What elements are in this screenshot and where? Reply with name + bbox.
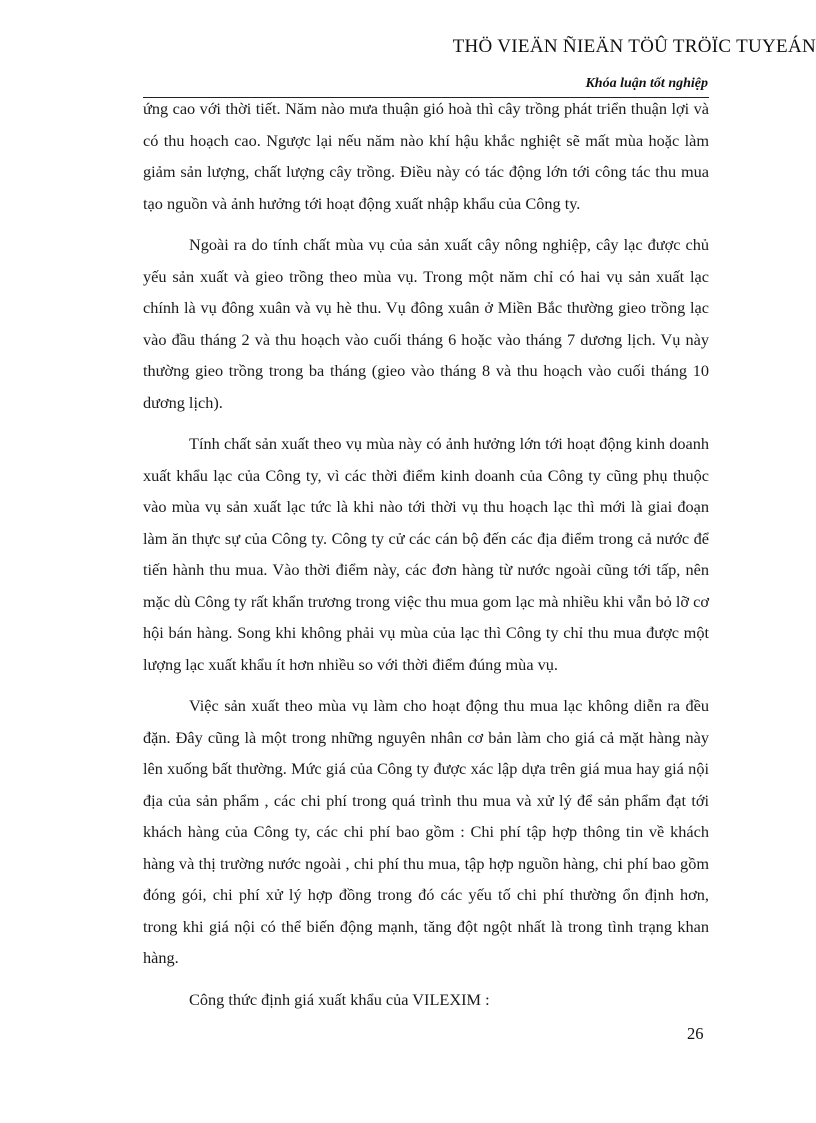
paragraph-pricing: Việc sản xuất theo mùa vụ làm cho hoạt động thu mua lạc không diễn ra đều đặn. Đây cũng là một trong những nguyên nhân cơ bản làm cho giá cả mặt hàng này lên xuống bất thường. Mức giá của Công ty được xác lập dựa trên giá mua hay giá nội địa của sản phẩm , các chi phí trong quá trình thu mua và xử lý để sản phẩm đạt tới khách hàng của Công ty, các chi phí bao gồm : Chi phí tập hợp thông tin về khách hàng và thị trường nước ngoài , chi phí thu mua, tập hợp nguồn hàng, chi phí bao gồm đóng gói, chi phí xử lý hợp đồng trong đó các yếu tố chi phí thường ổn định hơn, trong khi giá nội có thể biến động mạnh, tăng đột ngột nhất là trong tình trạng khan hàng. [143, 696, 709, 967]
page-number: 26 [687, 1024, 704, 1043]
paragraph-formula-intro: Công thức định giá xuất khẩu của VILEXIM : [189, 989, 490, 1009]
paragraph-business-impact: Tính chất sản xuất theo vụ mùa này có ảnh hưởng lớn tới hoạt động kinh doanh xuất khẩu lạc của Công ty, vì các thời điểm kinh doanh của Công ty cũng phụ thuộc vào mùa vụ sản xuất lạc tức là khi nào tới thời vụ thu hoạch lạc thì mới là giai đoạn làm ăn thực sự của Công ty. Công ty cử các cán bộ đến các địa điểm trong cả nước để tiến hành thu mua. Vào thời điểm này, các đơn hàng từ nước ngoài cũng tới tấp, nên mặc dù Công ty rất khẩn trương trong việc thu mua gom lạc mà nhiều khi vẫn bỏ lỡ cơ hội bán hàng. Song khi không phải vụ mùa của lạc thì Công ty chỉ thu mua được một lượng lạc xuất khẩu ít hơn nhiều so với thời điểm đúng mùa vụ. [143, 434, 709, 674]
library-watermark: THÖ VIEÄN ÑIEÄN TÖÛ TRÖÏC TUYEÁN [452, 36, 816, 57]
paragraph-continued: ứng cao với thời tiết. Năm nào mưa thuận gió hoà thì cây trồng phát triển thuận lợi và có thu hoạch cao. Ngược lại nếu năm nào khí hậu khắc nghiệt sẽ mất mùa hoặc làm giảm sản lượng, chất lượng cây trồng. Điều này có tác động lớn tới công tác thu mua tạo nguồn và ảnh hưởng tới hoạt động xuất nhập khẩu của Công ty. [143, 99, 709, 213]
body-text [143, 93, 709, 1025]
paragraph-seasonality: Ngoài ra do tính chất mùa vụ của sản xuất cây nông nghiệp, cây lạc được chủ yếu sản xuất và gieo trồng theo mùa vụ. Trong một năm chỉ có hai vụ sản xuất lạc chính là vụ đông xuân và vụ hè thu. Vụ đông xuân ở Miền Bắc thường gieo trồng lạc vào đầu tháng 2 và thu hoạch vào cuối tháng 6 hoặc vào tháng 7 dương lịch. Vụ này thường gieo trồng trong ba tháng (gieo vào tháng 8 và thu hoạch vào cuối tháng 10 dương lịch). [143, 235, 709, 412]
running-head-title: Khóa luận tốt nghiệp [585, 76, 708, 91]
